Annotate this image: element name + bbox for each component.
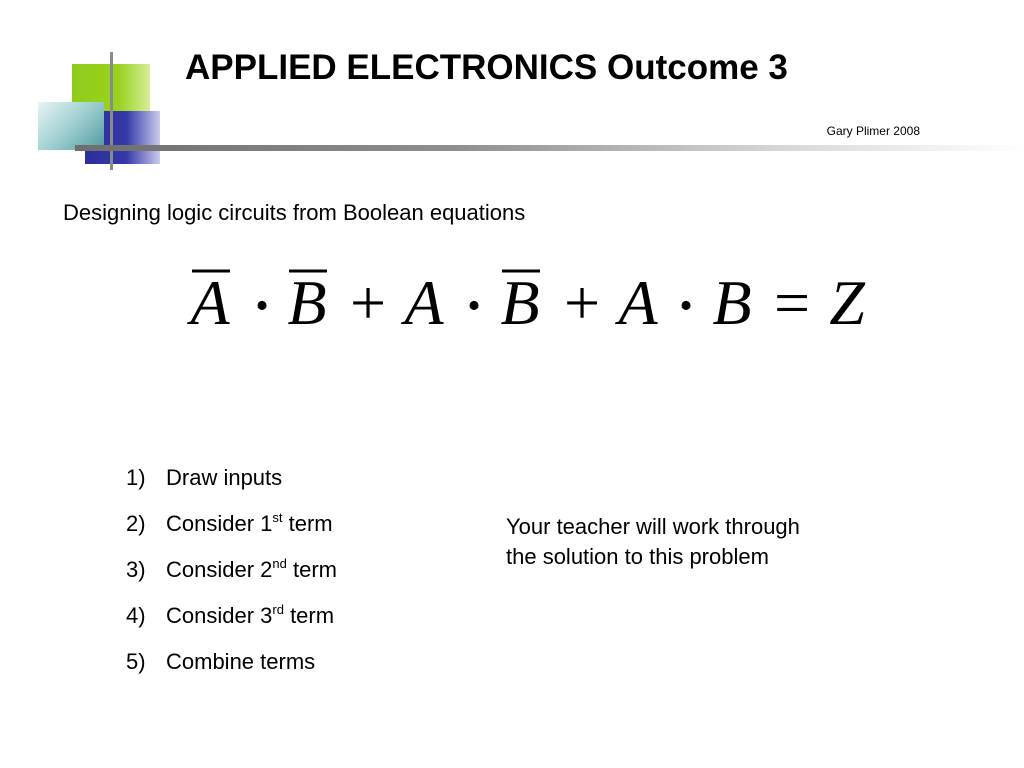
step-number: 3) [126, 557, 146, 582]
equation-operator: • [255, 285, 269, 327]
equation-variable: A [190, 267, 230, 338]
step-item [126, 556, 337, 602]
equation-operator: • [467, 285, 481, 327]
step-number: 2) [126, 511, 146, 536]
equation-variable: B [712, 267, 752, 338]
equation-variable: B [500, 267, 540, 338]
step-text: Combine terms [166, 649, 316, 674]
step-text-tail: term [286, 557, 337, 582]
ordinal-suffix: rd [272, 602, 284, 617]
decorative-teal-block [38, 102, 104, 150]
step-text: Consider 1 [166, 511, 273, 536]
ordinal-suffix: st [272, 510, 283, 525]
step-text-tail: term [283, 603, 335, 628]
decorative-vertical-line [110, 52, 113, 170]
equation-variable: A [618, 267, 658, 338]
teacher-note-line: the solution to this problem [506, 544, 769, 569]
step-number: 1) [126, 465, 146, 490]
step-item [126, 602, 337, 648]
step-number: 5) [126, 649, 146, 674]
equation-operator: + [563, 267, 601, 338]
equation-variable: Z [829, 267, 865, 338]
equation-operator: + [349, 267, 387, 338]
equation-operator: • [679, 285, 693, 327]
equation-variable: B [287, 267, 327, 338]
step-number: 4) [126, 603, 146, 628]
teacher-note-line: Your teacher will work through [506, 514, 800, 539]
ordinal-suffix: nd [272, 556, 287, 571]
step-text-tail: term [282, 511, 333, 536]
step-text: Draw inputs [166, 465, 283, 490]
slide-title: APPLIED ELECTRONICS Outcome 3 [185, 48, 788, 87]
slide-subtitle: Designing logic circuits from Boolean equations [63, 200, 526, 225]
boolean-equation [180, 256, 900, 346]
step-item [126, 648, 337, 694]
steps-list [126, 464, 337, 694]
decorative-horizontal-rule [75, 145, 1024, 151]
author-credit: Gary Plimer 2008 [826, 124, 920, 138]
step-text: Consider 2 [166, 557, 273, 582]
step-item [126, 510, 337, 556]
step-text: Consider 3 [166, 603, 273, 628]
equation-operator: = [773, 267, 811, 338]
teacher-note [506, 512, 906, 572]
step-item [126, 464, 337, 510]
equation-variable: A [404, 267, 444, 338]
